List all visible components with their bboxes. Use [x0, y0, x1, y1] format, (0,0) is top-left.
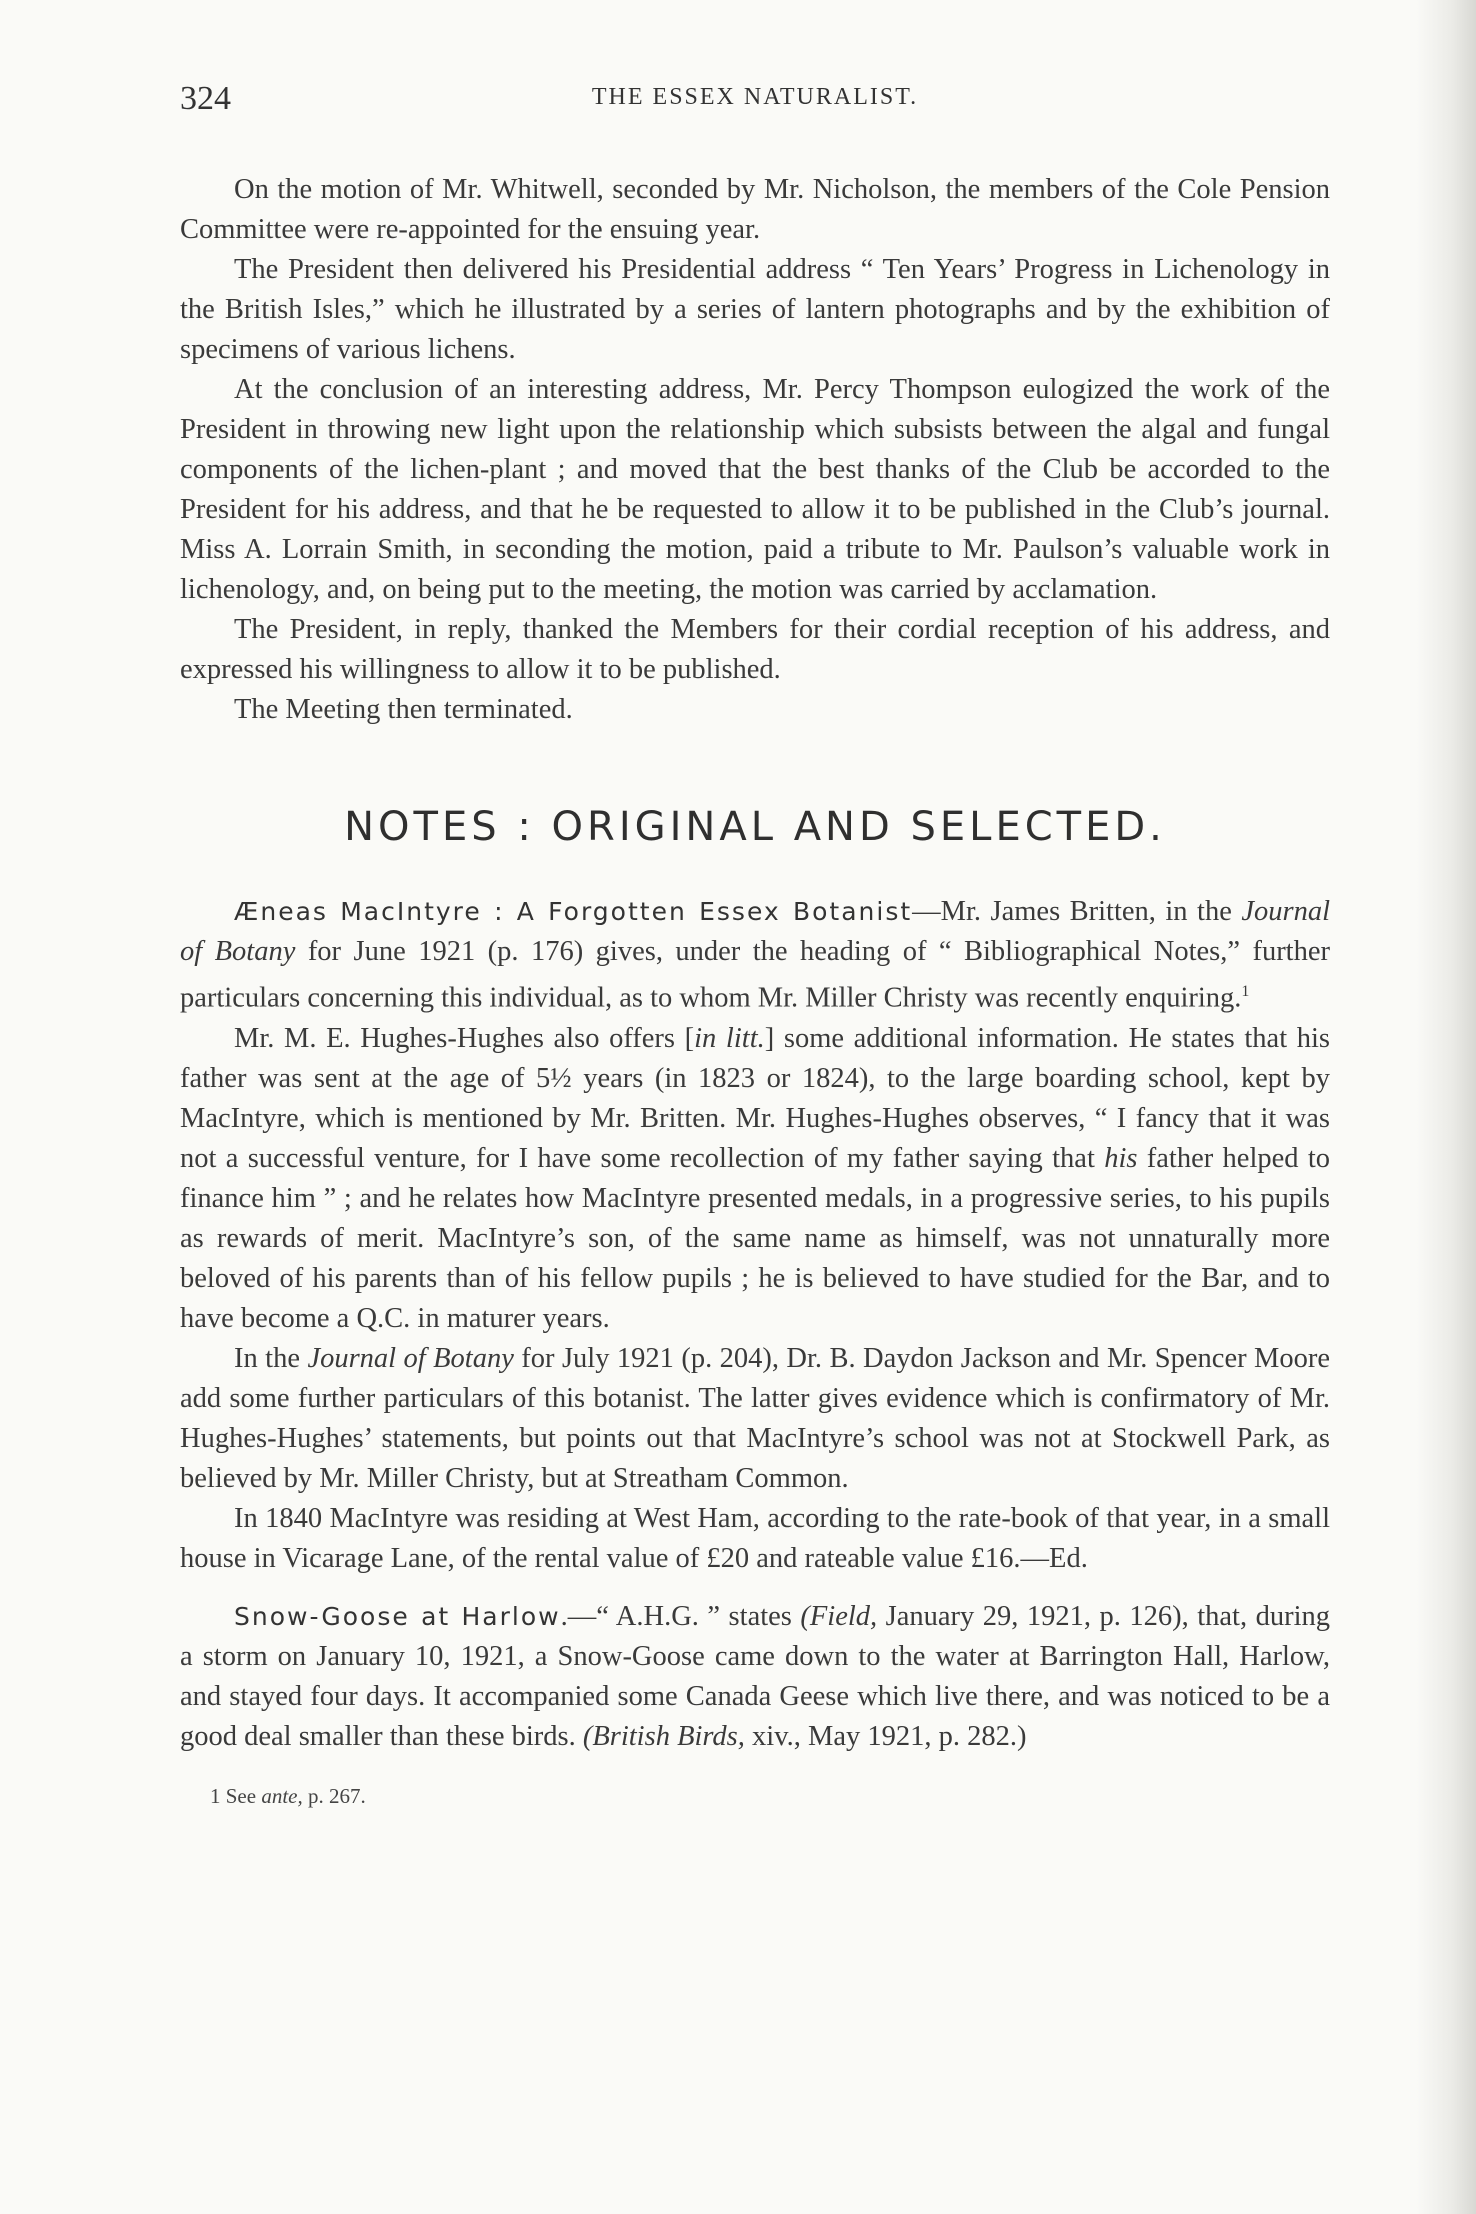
running-head: [180, 80, 1330, 130]
note-text: xiv., May 1921, p. 282.): [744, 1720, 1027, 1752]
footnote-text: p. 267.: [302, 1783, 366, 1808]
note-text: —Mr. James Britten, in the: [912, 896, 1242, 927]
journal-title: THE ESSEX NATURALIST.: [591, 84, 919, 110]
note-snow-goose-paragraph: [180, 1597, 1330, 1757]
note-text: ] some additional information. He states that his father was sent at the age of 5½ years (in 1823 or 1824), to the large boarding school, kept by MacIntyre, which is mentioned by Mr. Britten. Mr. Hughes-Hughes observes, “ I fancy that it was not a successful venture, for I have some recollection of my father saying that: [180, 1022, 1330, 1174]
minutes-paragraph-close: The Meeting then terminated.: [234, 694, 573, 725]
note-text: January 29, 1921, p. 126), that, during a storm on January 10, 1921, a Snow-Goose came down to the water at Barrington Hall, Harlow, and stayed four days. It accompanied some Canada Geese which live there, and was noticed to be a good deal smaller than these birds.: [180, 1600, 1330, 1752]
italic-text: ante,: [261, 1783, 303, 1808]
page-edge-shadow: [1416, 0, 1476, 2214]
note-macintyre-paragraph-3: [180, 1339, 1330, 1499]
italic-text: in litt.: [694, 1022, 765, 1054]
minutes-paragraph-pension: On the motion of Mr. Whitwell, seconded by Mr. Nicholson, the members of the Cole Pension Committee were re-appointed for the ensuing year.: [180, 174, 1330, 245]
footnote-mark: 1: [210, 1783, 221, 1808]
journal-name: Journal of Botany: [307, 1342, 514, 1374]
note-text: for June 1921 (p. 176) gives, under the heading of “ Bibliographical Notes,” further particulars concerning this individual, as to whom Mr. Miller Christy was recently enquiring.: [180, 936, 1330, 1014]
book-page: [180, 80, 1330, 1811]
note-macintyre: [180, 892, 1330, 1579]
note-text: for July 1921 (p. 204), Dr. B. Daydon Jackson and Mr. Spencer Moore add some further particulars of this botanist. The latter gives evidence which is confirmatory of Mr. Hughes-Hughes’ statements, but points out that MacIntyre’s school was not at Stockwell Park, as believed by Mr. Miller Christy, but at Streatham Common.: [180, 1342, 1330, 1494]
note-snow-goose: [180, 1597, 1330, 1757]
meeting-minutes: [180, 170, 1330, 730]
italic-text: (British Birds,: [582, 1720, 745, 1752]
note-text: In the: [234, 1342, 308, 1374]
minutes-paragraph-reply: The President, in reply, thanked the Members for their cordial reception of his address, and expressed his willingness to allow it to be published.: [180, 614, 1330, 685]
italic-text: (Field,: [800, 1600, 878, 1632]
footnote-text: See: [220, 1783, 262, 1808]
journal-name: Journal of Botany: [180, 896, 1330, 967]
footnote: [180, 1781, 1330, 1811]
note-macintyre-paragraph-4: In 1840 MacIntyre was residing at West Ham, according to the rate-book of that year, in a small house in Vicarage Lane, of the rental value of £20 and rateable value £16.—Ed.: [180, 1502, 1330, 1574]
note-text: Mr. M. E. Hughes-Hughes also offers [: [234, 1022, 695, 1054]
note-macintyre-paragraph-2: [180, 1019, 1330, 1339]
section-heading: NOTES : ORIGINAL AND SELECTED.: [344, 804, 1166, 850]
note-text: .—“ A.H.G. ” states: [560, 1600, 801, 1632]
minutes-paragraph-thanks: At the conclusion of an interesting address, Mr. Percy Thompson eulogized the work of the President in throwing new light upon the relationship which subsists between the algal and fungal components of the lichen-plant ; and moved that the best thanks of the Club be accorded to the President for his address, and that he be requested to allow it to be published in the Club’s journal. Miss A. Lorrain Smith, in seconding the motion, paid a tribute to Mr. Paulson’s valuable work in lichenology, and, on being put to the meeting, the motion was carried by acclamation.: [180, 374, 1330, 605]
note-title: Snow-Goose at Harlow: [234, 1601, 561, 1631]
note-title: Æneas MacIntyre : A Forgotten Essex Botanist: [234, 897, 913, 926]
minutes-paragraph-address: The President then delivered his Presidential address “ Ten Years’ Progress in Lichenology in the British Isles,” which he illustrated by a series of lantern photographs and by the exhibition of specimens of various lichens.: [180, 254, 1330, 365]
note-text: father helped to finance him ” ; and he relates how MacIntyre presented medals, in a progressive series, to his pupils as rewards of merit. MacIntyre’s son, of the same name as himself, was not unnaturally more beloved of his parents than of his fellow pupils ; he is believed to have studied for the Bar, and to have become a Q.C. in maturer years.: [180, 1142, 1330, 1334]
italic-text: his: [1104, 1142, 1138, 1174]
note-macintyre-paragraph-1: [180, 892, 1330, 1019]
footnote-reference: 1: [1241, 983, 1250, 1000]
page-number: 324: [180, 80, 231, 117]
